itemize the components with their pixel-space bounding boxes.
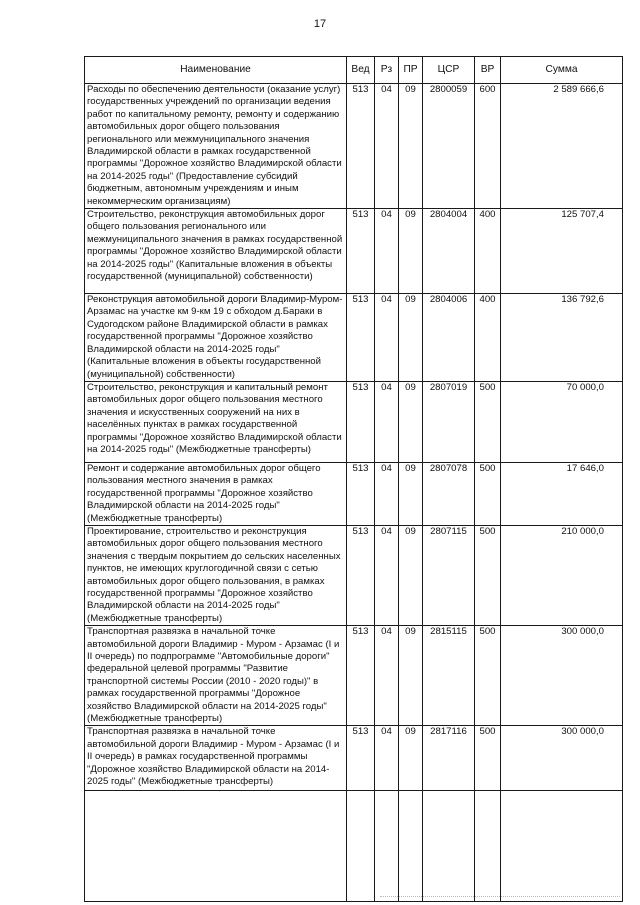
- cell-vr: [475, 791, 501, 902]
- cell-pr: 09: [399, 726, 423, 791]
- cell-csr: 2807115: [423, 525, 475, 625]
- cell-vr: 500: [475, 626, 501, 726]
- cell-pr: 09: [399, 462, 423, 525]
- cell-csr: [423, 791, 475, 902]
- cell-rz: 04: [375, 525, 399, 625]
- cell-rz: 04: [375, 381, 399, 462]
- cell-rz: 04: [375, 294, 399, 382]
- scan-artifact-divider: [380, 896, 620, 897]
- table-header-row: [85, 57, 623, 84]
- cell-ved: 513: [347, 84, 375, 209]
- table-row: [85, 209, 623, 294]
- cell-rz: 04: [375, 209, 399, 294]
- table-row: [85, 791, 623, 902]
- cell-vr: 500: [475, 525, 501, 625]
- header-sum: Сумма: [501, 57, 623, 84]
- cell-name: Проектирование, строительство и реконструкция автомобильных дорог общего пользования местного значения с твердым покрытием до сельских населенных пунктов, не имеющих круглогодичной связи с сетью автомобильных дорог общего пользования, в рамках государственной программы "Дорожное хозяйство Владимирской области на 2014-2025 годы" (Межбюджетные трансферты): [85, 525, 347, 625]
- cell-name: [85, 791, 347, 902]
- cell-vr: 500: [475, 381, 501, 462]
- cell-pr: [399, 791, 423, 902]
- cell-ved: 513: [347, 294, 375, 382]
- cell-ved: 513: [347, 726, 375, 791]
- cell-csr: 2800059: [423, 84, 475, 209]
- cell-name: Расходы по обеспечению деятельности (оказание услуг) государственных учреждений по организации ведения работ по капитальному ремонту, ремонту и содержанию автомобильных дорог общего пользования регионального или межмуниципального значения Владимирской области в рамках государственной программы "Дорожное хозяйство Владимирской области на 2014-2025 годы" (Предоставление субсидий бюджетным, автономным учреждениям и иным некоммерческим организациям): [85, 84, 347, 209]
- header-csr: ЦСР: [423, 57, 475, 84]
- table-row: [85, 294, 623, 382]
- cell-pr: 09: [399, 209, 423, 294]
- cell-pr: 09: [399, 381, 423, 462]
- cell-vr: 400: [475, 209, 501, 294]
- cell-csr: 2817116: [423, 726, 475, 791]
- cell-pr: 09: [399, 525, 423, 625]
- cell-rz: 04: [375, 626, 399, 726]
- cell-name: Ремонт и содержание автомобильных дорог общего пользования местного значения в рамках государственной программы "Дорожное хозяйство Владимирской области на 2014-2025 годы" (Межбюджетные трансферты): [85, 462, 347, 525]
- cell-vr: 600: [475, 84, 501, 209]
- cell-ved: [347, 791, 375, 902]
- cell-vr: 400: [475, 294, 501, 382]
- page-number: 17: [313, 18, 327, 30]
- cell-vr: 500: [475, 462, 501, 525]
- cell-sum: 70 000,0: [501, 381, 623, 462]
- cell-rz: 04: [375, 726, 399, 791]
- cell-csr: 2804006: [423, 294, 475, 382]
- cell-ved: 513: [347, 209, 375, 294]
- table-row: [85, 525, 623, 625]
- cell-sum: 136 792,6: [501, 294, 623, 382]
- header-ved: Вед: [347, 57, 375, 84]
- table-row: [85, 626, 623, 726]
- cell-sum: 300 000,0: [501, 726, 623, 791]
- cell-csr: 2807019: [423, 381, 475, 462]
- cell-sum: 300 000,0: [501, 626, 623, 726]
- cell-name: Транспортная развязка в начальной точке автомобильной дороги Владимир - Муром - Арзамас (I и II очередь) по подпрограмме "Автомобильные дороги" федеральной целевой программы "Развитие транспортной системы России (2010 - 2020 годы)" в рамках государственной программы "Дорожное хозяйство Владимирской области на 2014-2025 годы" (Межбюджетные трансферты): [85, 626, 347, 726]
- cell-ved: 513: [347, 381, 375, 462]
- cell-rz: 04: [375, 84, 399, 209]
- cell-rz: [375, 791, 399, 902]
- cell-ved: 513: [347, 626, 375, 726]
- cell-name: Строительство, реконструкция автомобильных дорог общего пользования регионального или межмуниципального значения в рамках государственной программы "Дорожное хозяйство Владимирской области на 2014-2025 годы" (Капитальные вложения в объекты государственной (муниципальной) собственности): [85, 209, 347, 294]
- cell-vr: 500: [475, 726, 501, 791]
- cell-ved: 513: [347, 462, 375, 525]
- header-rz: Рз: [375, 57, 399, 84]
- cell-csr: 2804004: [423, 209, 475, 294]
- header-pr: ПР: [399, 57, 423, 84]
- cell-csr: 2807078: [423, 462, 475, 525]
- cell-csr: 2815115: [423, 626, 475, 726]
- header-name: Наименование: [85, 57, 347, 84]
- cell-pr: 09: [399, 626, 423, 726]
- cell-pr: 09: [399, 84, 423, 209]
- cell-name: Транспортная развязка в начальной точке автомобильной дороги Владимир - Муром - Арзамас (I и II очередь) в рамках государственной программы "Дорожное хозяйство Владимирской области на 2014-2025 годы" (Межбюджетные трансферты): [85, 726, 347, 791]
- table-row: [85, 84, 623, 209]
- cell-sum: 17 646,0: [501, 462, 623, 525]
- cell-sum: [501, 791, 623, 902]
- table-row: [85, 381, 623, 462]
- cell-rz: 04: [375, 462, 399, 525]
- cell-sum: 210 000,0: [501, 525, 623, 625]
- table-row: [85, 726, 623, 791]
- cell-name: Строительство, реконструкция и капитальный ремонт автомобильных дорог общего пользования местного значения и искусственных сооружений на них в населённых пунктах в рамках государственной программы "Дорожное хозяйство Владимирской области на 2014-2025 годы" (Межбюджетные трансферты): [85, 381, 347, 462]
- cell-sum: 125 707,4: [501, 209, 623, 294]
- cell-ved: 513: [347, 525, 375, 625]
- header-vr: ВР: [475, 57, 501, 84]
- budget-table: [84, 56, 623, 902]
- cell-sum: 2 589 666,6: [501, 84, 623, 209]
- table-row: [85, 462, 623, 525]
- cell-pr: 09: [399, 294, 423, 382]
- cell-name: Реконструкция автомобильной дороги Владимир-Муром-Арзамас на участке км 9-км 19 с обходом д.Бараки в Судогодском районе Владимирской области в рамках государственной программы "Дорожное хозяйство Владимирской области на 2014-2025 годы" (Капитальные вложения в объекты государственной (муниципальной) собственности): [85, 294, 347, 382]
